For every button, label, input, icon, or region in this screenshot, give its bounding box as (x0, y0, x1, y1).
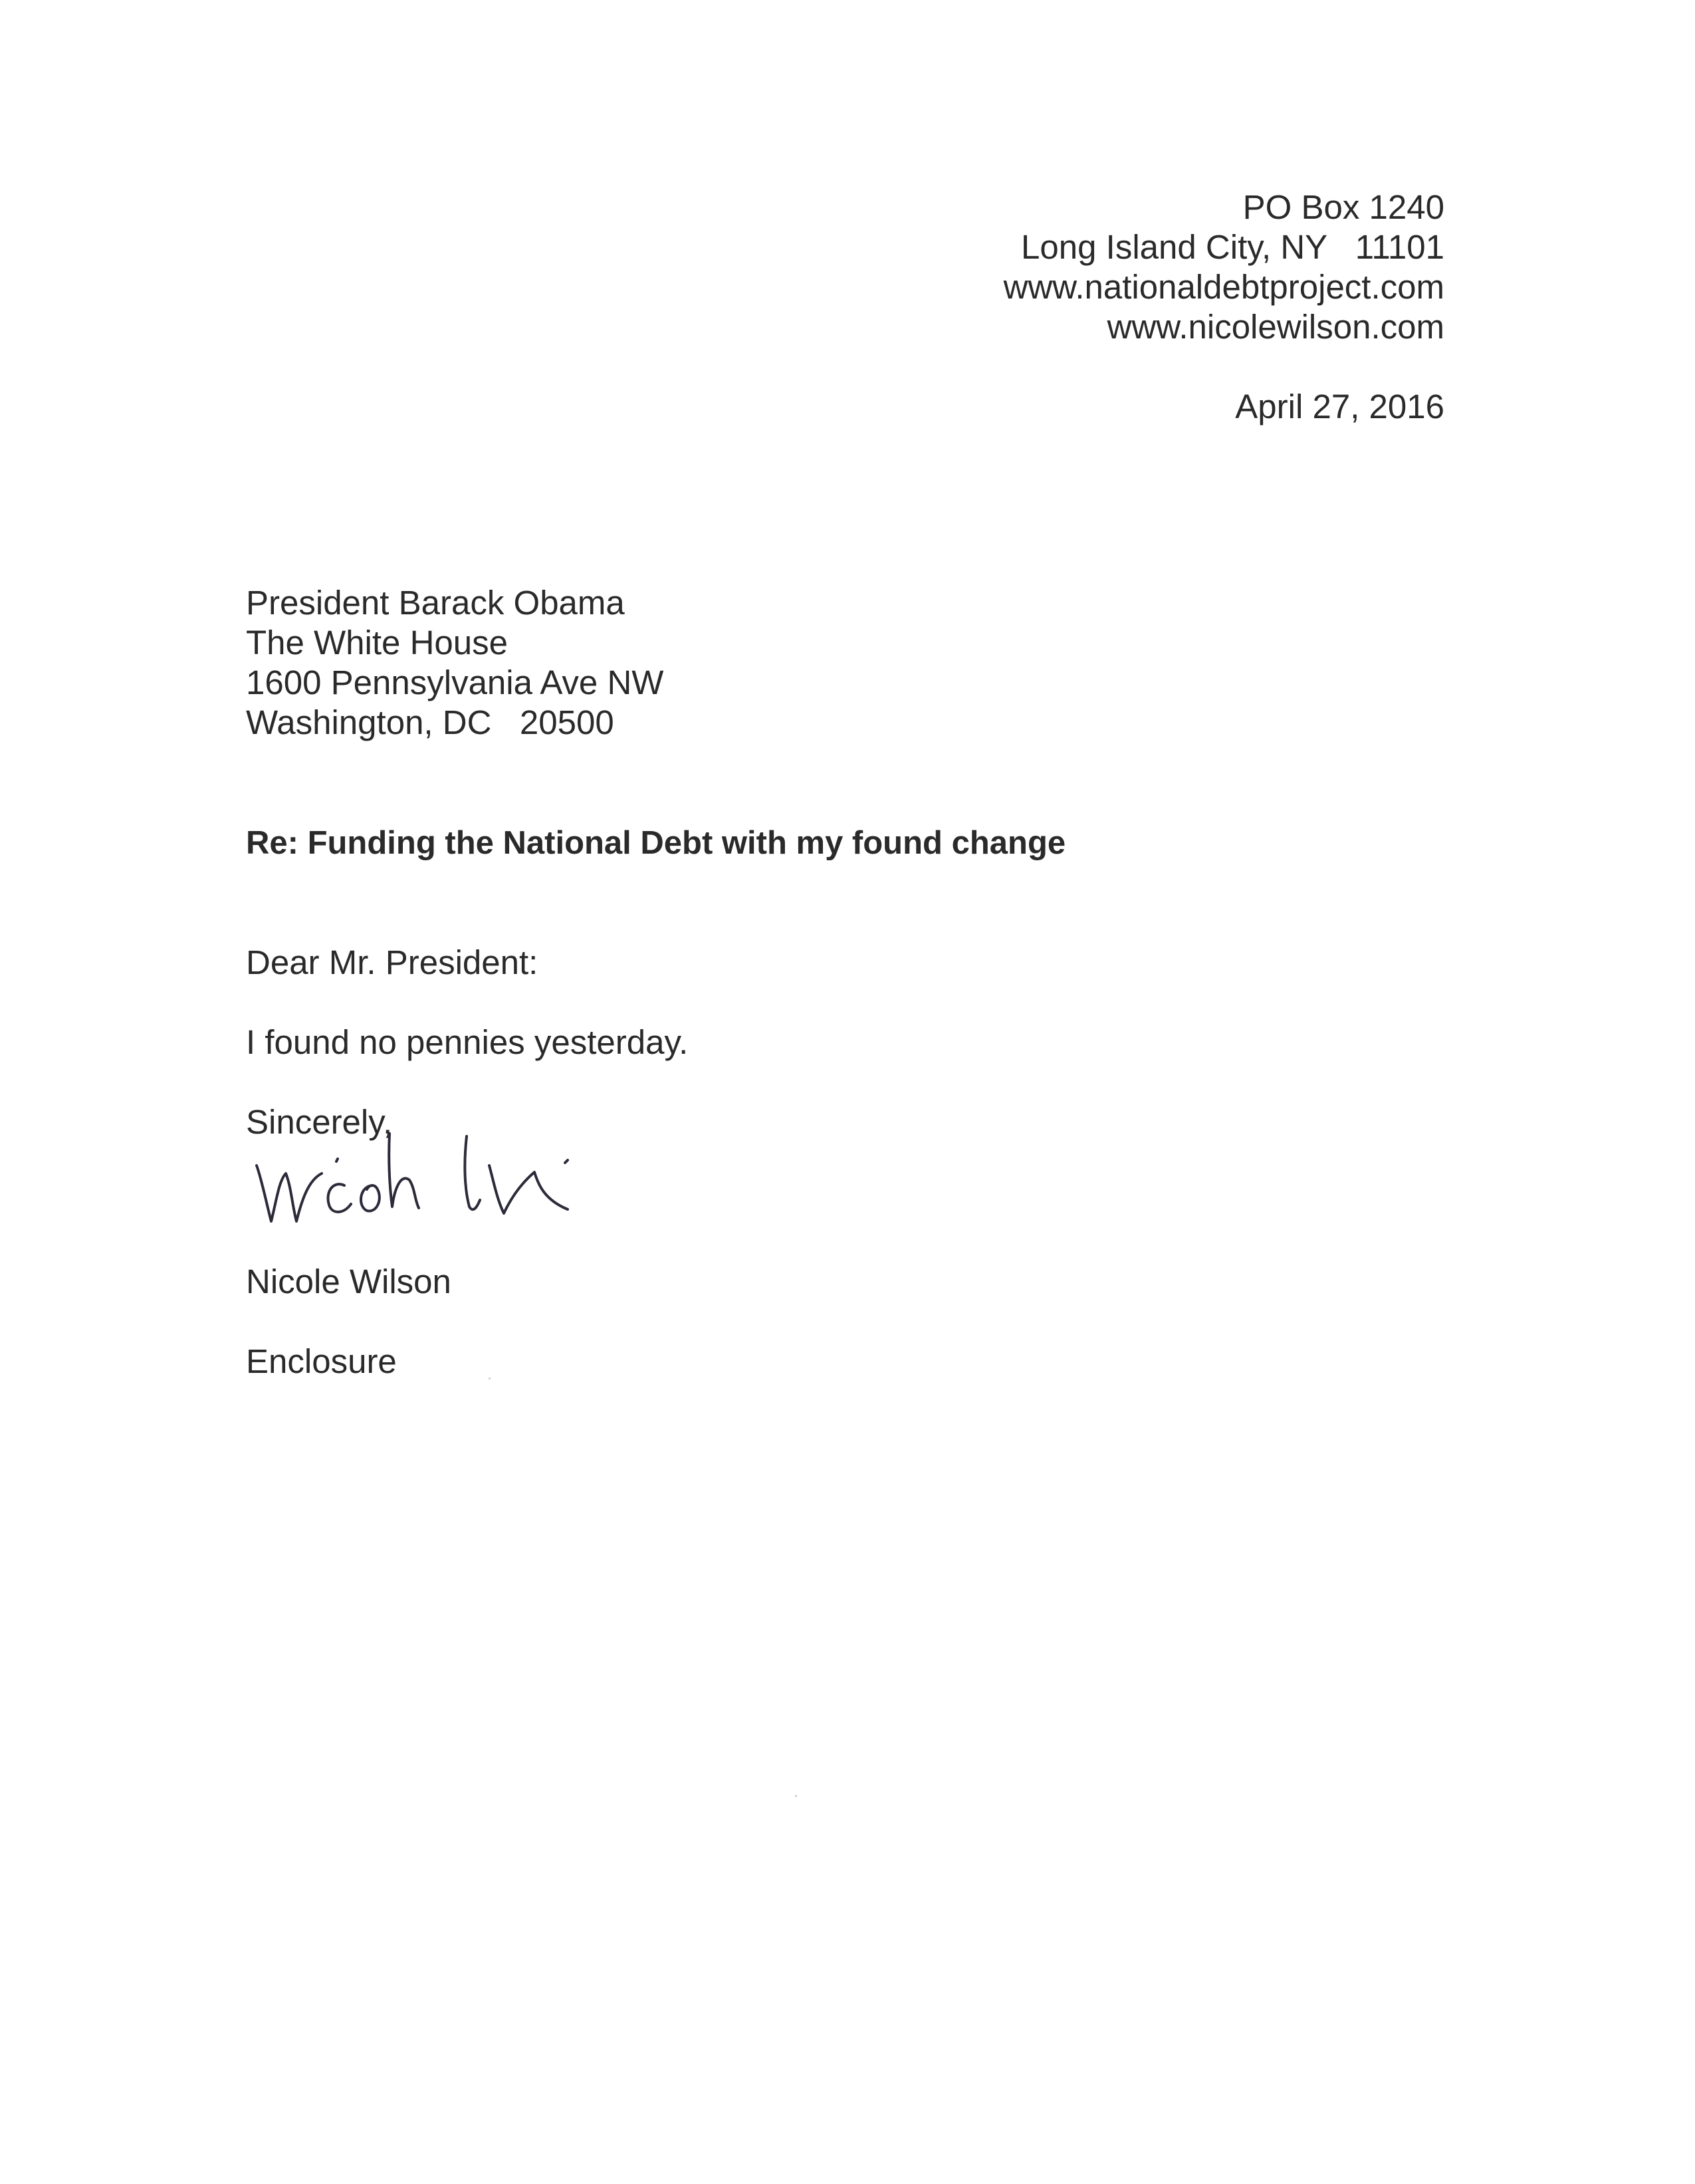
enclosure-notation: Enclosure (246, 1342, 397, 1380)
salutation: Dear Mr. President: (246, 943, 538, 981)
recipient-address (246, 583, 663, 743)
letter-date: April 27, 2016 (1235, 388, 1444, 425)
scan-speck (795, 1795, 797, 1797)
scan-speck (489, 1378, 491, 1380)
sender-city-line: Long Island City, NY 11101 (1021, 228, 1444, 266)
sender-website-2: www.nicolewilson.com (1107, 308, 1444, 346)
sender-address (1004, 187, 1444, 347)
closing: Sincerely, (246, 1103, 393, 1141)
sender-website-1: www.nationaldebtproject.com (1003, 268, 1444, 306)
subject-line: Re: Funding the National Debt with my found change (246, 825, 1066, 861)
recipient-street: 1600 Pennsylvania Ave NW (246, 664, 664, 701)
signer-name: Nicole Wilson (246, 1263, 451, 1300)
recipient-city-line: Washington, DC 20500 (246, 703, 614, 741)
sender-po-box: PO Box 1240 (1242, 188, 1444, 226)
handwritten-signature (253, 1107, 625, 1240)
recipient-organization: The White House (246, 624, 508, 662)
letter-body: I found no pennies yesterday. (246, 1023, 689, 1061)
recipient-name: President Barack Obama (246, 584, 625, 622)
